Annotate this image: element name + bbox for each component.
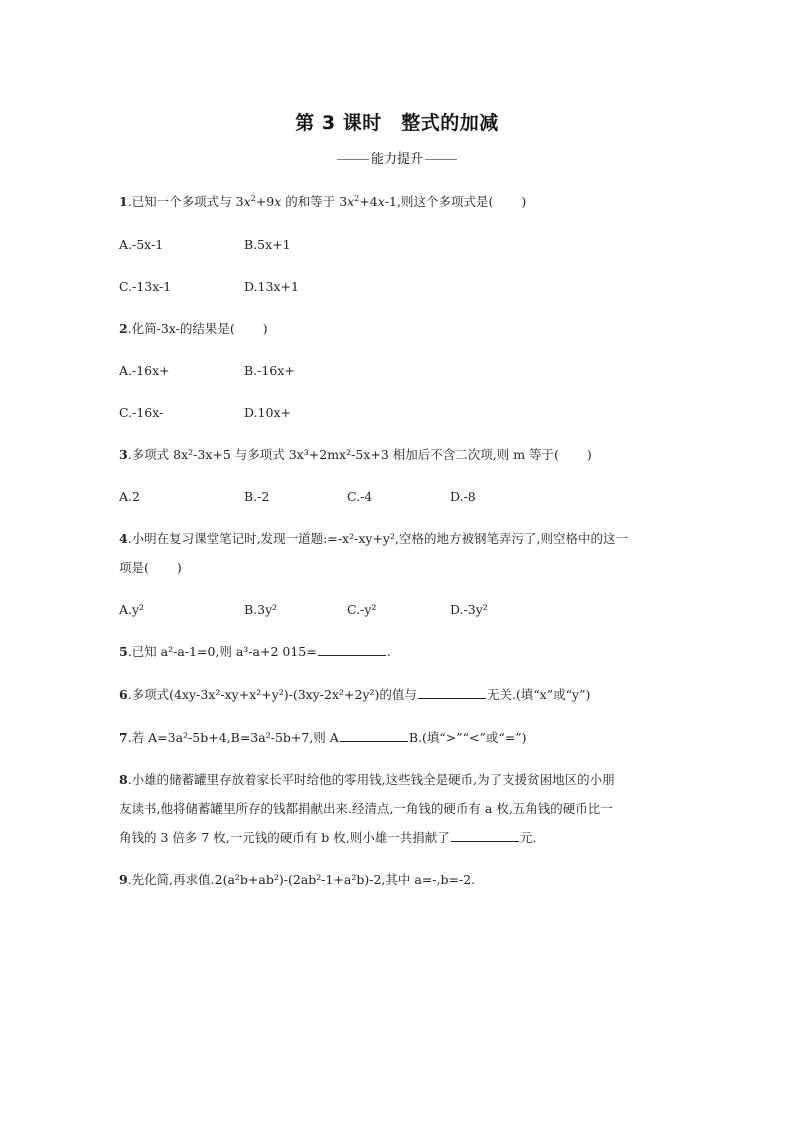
question-number: 7 (119, 730, 128, 745)
question-number: 8 (119, 772, 128, 787)
option-a: A.-5x-1 (119, 237, 164, 252)
option-b: B.3y² (244, 602, 278, 617)
question-number: 9 (119, 872, 128, 887)
question-8-line-2: 友读书,他将储蓄罐里所存的钱都捐献出来.经清点,一角钱的硬币有 a 枚,五角钱的硬币比一 (119, 801, 613, 816)
option-b: B.5x+1 (244, 237, 291, 252)
option-a: A.2 (119, 489, 140, 504)
question-3: 3.多项式 8x²-3x+5 与多项式 3x³+2mx²-5x+3 相加后不含二次项,则 m 等于( ) (119, 447, 592, 462)
option-d: D.-8 (450, 489, 476, 504)
option-d: D.10x+ (244, 405, 291, 420)
question-8: 8.小雄的储蓄罐里存放着家长平时给他的零用钱,这些钱全是硬币,为了支援贫困地区的小朋 (119, 772, 615, 787)
question-6: 6.多项式(4xy-3x²-xy+x²+y²)-(3xy-2x²+2y²)的值与 无关.(填“x”或“y”) (119, 687, 591, 702)
option-b: B.-16x+ (244, 363, 295, 378)
option-c: C.-16x- (119, 405, 164, 420)
answer-blank[interactable] (318, 643, 386, 656)
question-number: 6 (119, 687, 128, 702)
question-9: 9.先化简,再求值.2(a²b+ab²)-(2ab²-1+a²b)-2,其中 a=-,b=-2. (119, 872, 476, 887)
option-a: A.y² (119, 602, 145, 617)
option-d: D.-3y² (450, 602, 488, 617)
question-5: 5.已知 a²-a-1=0,则 a³-a+2 015= . (119, 644, 391, 659)
question-number: 2 (119, 321, 128, 336)
section-heading (0, 148, 794, 167)
right-divider (425, 159, 457, 160)
section-label: 能力提升 (370, 152, 423, 167)
question-4: 4.小明在复习课堂笔记时,发现一道题:=-x²-xy+y²,空格的地方被钢笔弄污了,则空格中的这一 (119, 531, 628, 546)
answer-blank[interactable] (340, 729, 408, 742)
question-number: 3 (119, 447, 128, 462)
question-4-continued: 项是( ) (119, 560, 182, 575)
page-title: 第 3 课时 整式的加减 (295, 112, 499, 134)
answer-blank[interactable] (451, 829, 519, 842)
question-8-line-3: 角钱的 3 倍多 7 枚,一元钱的硬币有 b 枚,则小雄一共捐献了 元. (119, 830, 537, 845)
option-b: B.-2 (244, 489, 270, 504)
question-2: 2.化简-3x-的结果是( ) (119, 321, 268, 336)
left-divider (337, 159, 369, 160)
option-a: A.-16x+ (119, 363, 170, 378)
question-7: 7.若 A=3a²-5b+4,B=3a²-5b+7,则 A B.(填“>”“<”或“=”) (119, 730, 527, 745)
question-number: 4 (119, 531, 128, 546)
answer-blank[interactable] (418, 686, 486, 699)
question-number: 5 (119, 644, 128, 659)
option-c: C.-13x-1 (119, 279, 172, 294)
question-1: 1.已知一个多项式与 $3x^2+9x$ 的和等于 $3x^2+4x-1$,则这个多项式是( ) (119, 194, 527, 209)
question-number: 1 (119, 194, 128, 209)
option-c: C.-4 (347, 489, 373, 504)
option-d: D.13x+1 (244, 279, 299, 294)
option-c: C.-y² (347, 602, 377, 617)
